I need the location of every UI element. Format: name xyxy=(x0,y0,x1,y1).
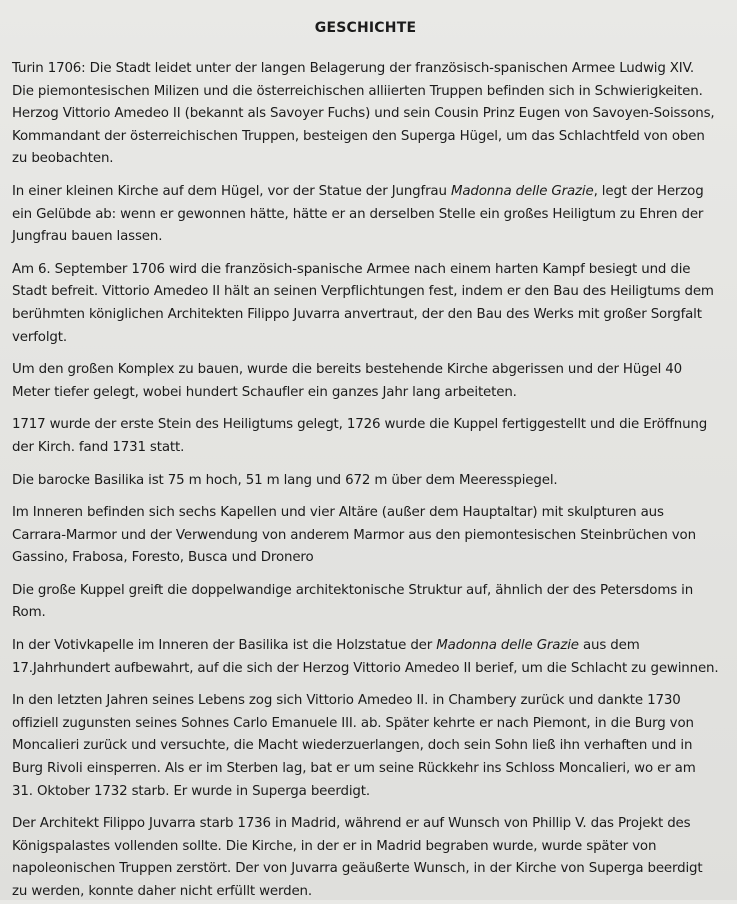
paragraph-text: Um den großen Komplex zu bauen, wurde die bereits bestehende Kirche abgerissen und der Hügel 40 Meter tiefer gelegt, wobei hundert Schaufler ein ganzes Jahr lang arbeiteten. xyxy=(12,362,683,400)
paragraph-4 xyxy=(12,359,719,404)
paragraph-text: , legt der Herzog ein Gelübde ab: wenn er gewonnen hätte, hätte er an derselben Stelle ein großes Heiligtum zu Ehren der Jungfrau bauen lassen. xyxy=(12,183,704,245)
paragraph-text: Der Architekt Filippo Juvarra starb 1736 in Madrid, während er auf Wunsch von Phillip V. das Projekt des Königspalastes vollenden sollte. Die Kirche, in der er in Madrid begraben wurde, wurde später von napoleonischen Truppen zerstört. Der von Juvarra geäußerte Wunsch, in der Kirche von Superga beerdigt zu werden, konnte daher nicht erfüllt werden. xyxy=(12,816,703,899)
paragraph-8 xyxy=(12,580,719,625)
paragraph-11 xyxy=(12,813,719,903)
paragraph-text: Die barocke Basilika ist 75 m hoch, 51 m lang und 672 m über dem Meeresspiegel. xyxy=(12,472,558,488)
paragraph-text: Turin 1706: Die Stadt leidet unter der langen Belagerung der französisch-spanischen Armee Ludwig XIV. Die piemontesischen Milizen und die österreichischen alliierten Truppen befinden sich in Schwierigkeiten. Herzog Vittorio Amedeo II (bekannt als Savoyer Fuchs) und sein Cousin Prinz Eugen von Savoyen-Soissons, Kommandant der österreichischen Truppen, besteigen den Superga Hügel, um das Schlachtfeld von oben zu beobachten. xyxy=(12,61,715,167)
paragraph-1 xyxy=(12,58,719,171)
paragraph-text: 1717 wurde der erste Stein des Heiligtums gelegt, 1726 wurde die Kuppel fertiggestellt und die Eröffnung der Kirch. fand 1731 statt. xyxy=(12,417,708,455)
paragraph-2 xyxy=(12,181,719,249)
paragraph-text: Im Inneren befinden sich sechs Kapellen und vier Altäre (außer dem Hauptaltar) mit skulpturen aus Carrara-Marmor und der Verwendung von anderem Marmor aus den piemontesischen Steinbrüchen von Gassino, Frabosa, Foresto, Busca und Dronero xyxy=(12,505,696,566)
paragraph-text: In der Votivkapelle im Inneren der Basilika ist die Holzstatue der xyxy=(12,638,437,654)
paragraph-5 xyxy=(12,414,719,459)
paragraph-text: Die große Kuppel greift die doppelwandige architektonische Struktur auf, ähnlich der des Petersdoms in Rom. xyxy=(12,582,694,621)
document-body xyxy=(12,58,719,904)
italic-text: Madonna delle Grazie xyxy=(450,183,594,199)
paragraph-9 xyxy=(12,635,719,680)
paragraph-text: aus dem 17.Jahrhundert aufbewahrt, auf die sich der Herzog Vittorio Amedeo II berief, um die Schlacht zu gewinnen. xyxy=(12,638,719,676)
paragraph-3 xyxy=(12,259,719,349)
paragraph-text: In einer kleinen Kirche auf dem Hügel, vor der Statue der Jungfrau xyxy=(12,183,451,199)
paragraph-text: Am 6. September 1706 wird die französich-spanische Armee nach einem harten Kampf besiegt und die Stadt befreit. Vittorio Amedeo II hält an seinen Verpflichtungen fest, indem er den Bau des Heiligtums dem berühmten königlichen Architekten Filippo Juvarra anvertraut, der den Bau des Werks mit großer Sorgfalt verfolgt. xyxy=(12,261,714,345)
paragraph-10 xyxy=(12,690,719,803)
paragraph-6 xyxy=(12,470,719,493)
document-title: GESCHICHTE xyxy=(314,20,417,36)
paragraph-text: In den letzten Jahren seines Lebens zog sich Vittorio Amedeo II. in Chambery zurück und dankte 1730 offiziell zugunsten seines Sohnes Carlo Emanuele III. ab. Später kehrte er nach Piemont, in die Burg von Moncalieri zurück und versuchte, die Macht wiederzuerlangen, doch sein Sohn ließ ihn verhaften und in Burg Rivoli einsperren. Als er im Sterben lag, bat er um seine Rückkehr ins Schloss Moncalieri, wo er am 31. Oktober 1732 starb. Er wurde in Superga beerdigt. xyxy=(12,693,696,799)
paragraph-7 xyxy=(12,502,719,570)
italic-text: Madonna delle Grazie xyxy=(436,638,579,654)
